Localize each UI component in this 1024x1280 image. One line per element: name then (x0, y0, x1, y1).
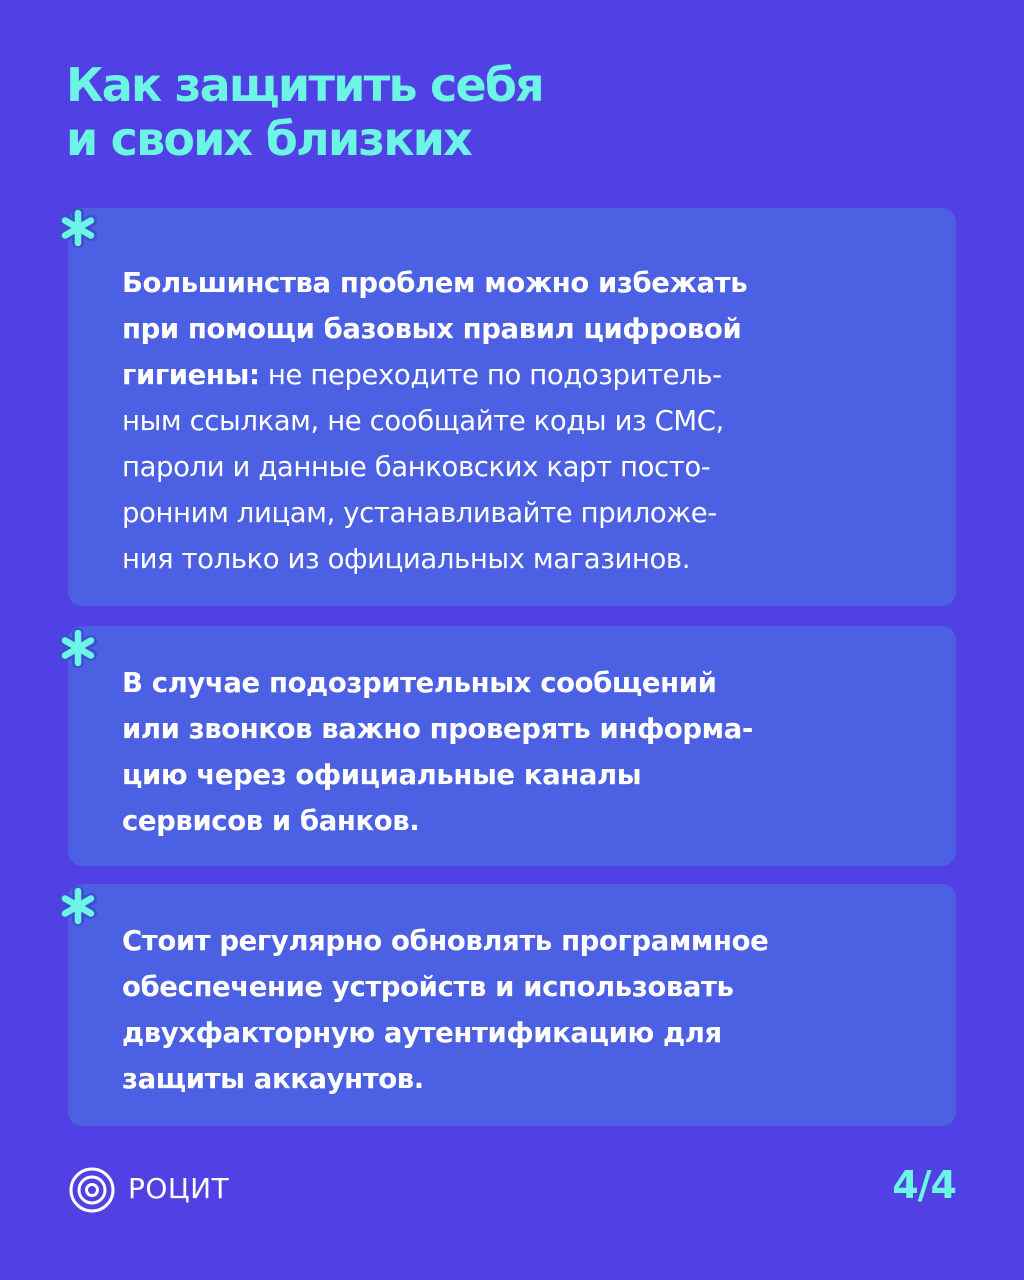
asterisk-icon (54, 204, 102, 252)
tip-text-regular-line: не переходите по подозритель- (259, 359, 722, 391)
title-line-1: Как защитить себя (66, 58, 543, 112)
tip-text-bold-line: Большинства проблем можно избежать (122, 267, 748, 299)
brand-name: РОЦИТ (128, 1172, 230, 1205)
tip-text-regular-line: ния только из официальных магазинов. (122, 543, 691, 575)
concentric-circles-logo-icon (68, 1166, 116, 1214)
tip-card-software-updates (68, 884, 956, 1126)
tip-text-bold-line: сервисов и банков. (122, 805, 420, 837)
tip-text-bold-line: защиты аккаунтов. (122, 1063, 424, 1095)
title-line-2: и своих близких (66, 112, 472, 166)
tip-text-regular-line: ным ссылкам, не сообщайте коды из СМС, (122, 405, 724, 437)
tip-text-regular-line: пароли и данные банковских карт посто- (122, 451, 711, 483)
tip-text-bold-line: обеспечение устройств и использовать (122, 971, 734, 1003)
tip-text-regular-line: ронним лицам, устанавливайте приложе- (122, 497, 717, 529)
asterisk-icon (54, 624, 102, 672)
tip-card-verify-info (68, 626, 956, 866)
tip-text-bold-line: или звонков важно проверять информа- (122, 713, 753, 745)
tip-text-bold-line: цию через официальные каналы (122, 759, 642, 791)
tip-text (122, 918, 936, 1102)
tip-text (122, 260, 936, 582)
tip-card-digital-hygiene (68, 208, 956, 606)
page-indicator: 4/4 (892, 1163, 956, 1207)
tip-text (122, 660, 936, 844)
tip-text-bold-line: при помощи базовых правил цифровой (122, 313, 742, 345)
tip-text-bold-line: двухфакторную аутентификацию для (122, 1017, 722, 1049)
tip-text-bold-line: гигиены: (122, 359, 260, 391)
tip-text-bold-line: В случае подозрительных сообщений (122, 667, 717, 699)
tip-text-bold-line: Стоит регулярно обновлять программное (122, 925, 769, 957)
page-title (66, 58, 543, 166)
asterisk-icon (54, 882, 102, 930)
